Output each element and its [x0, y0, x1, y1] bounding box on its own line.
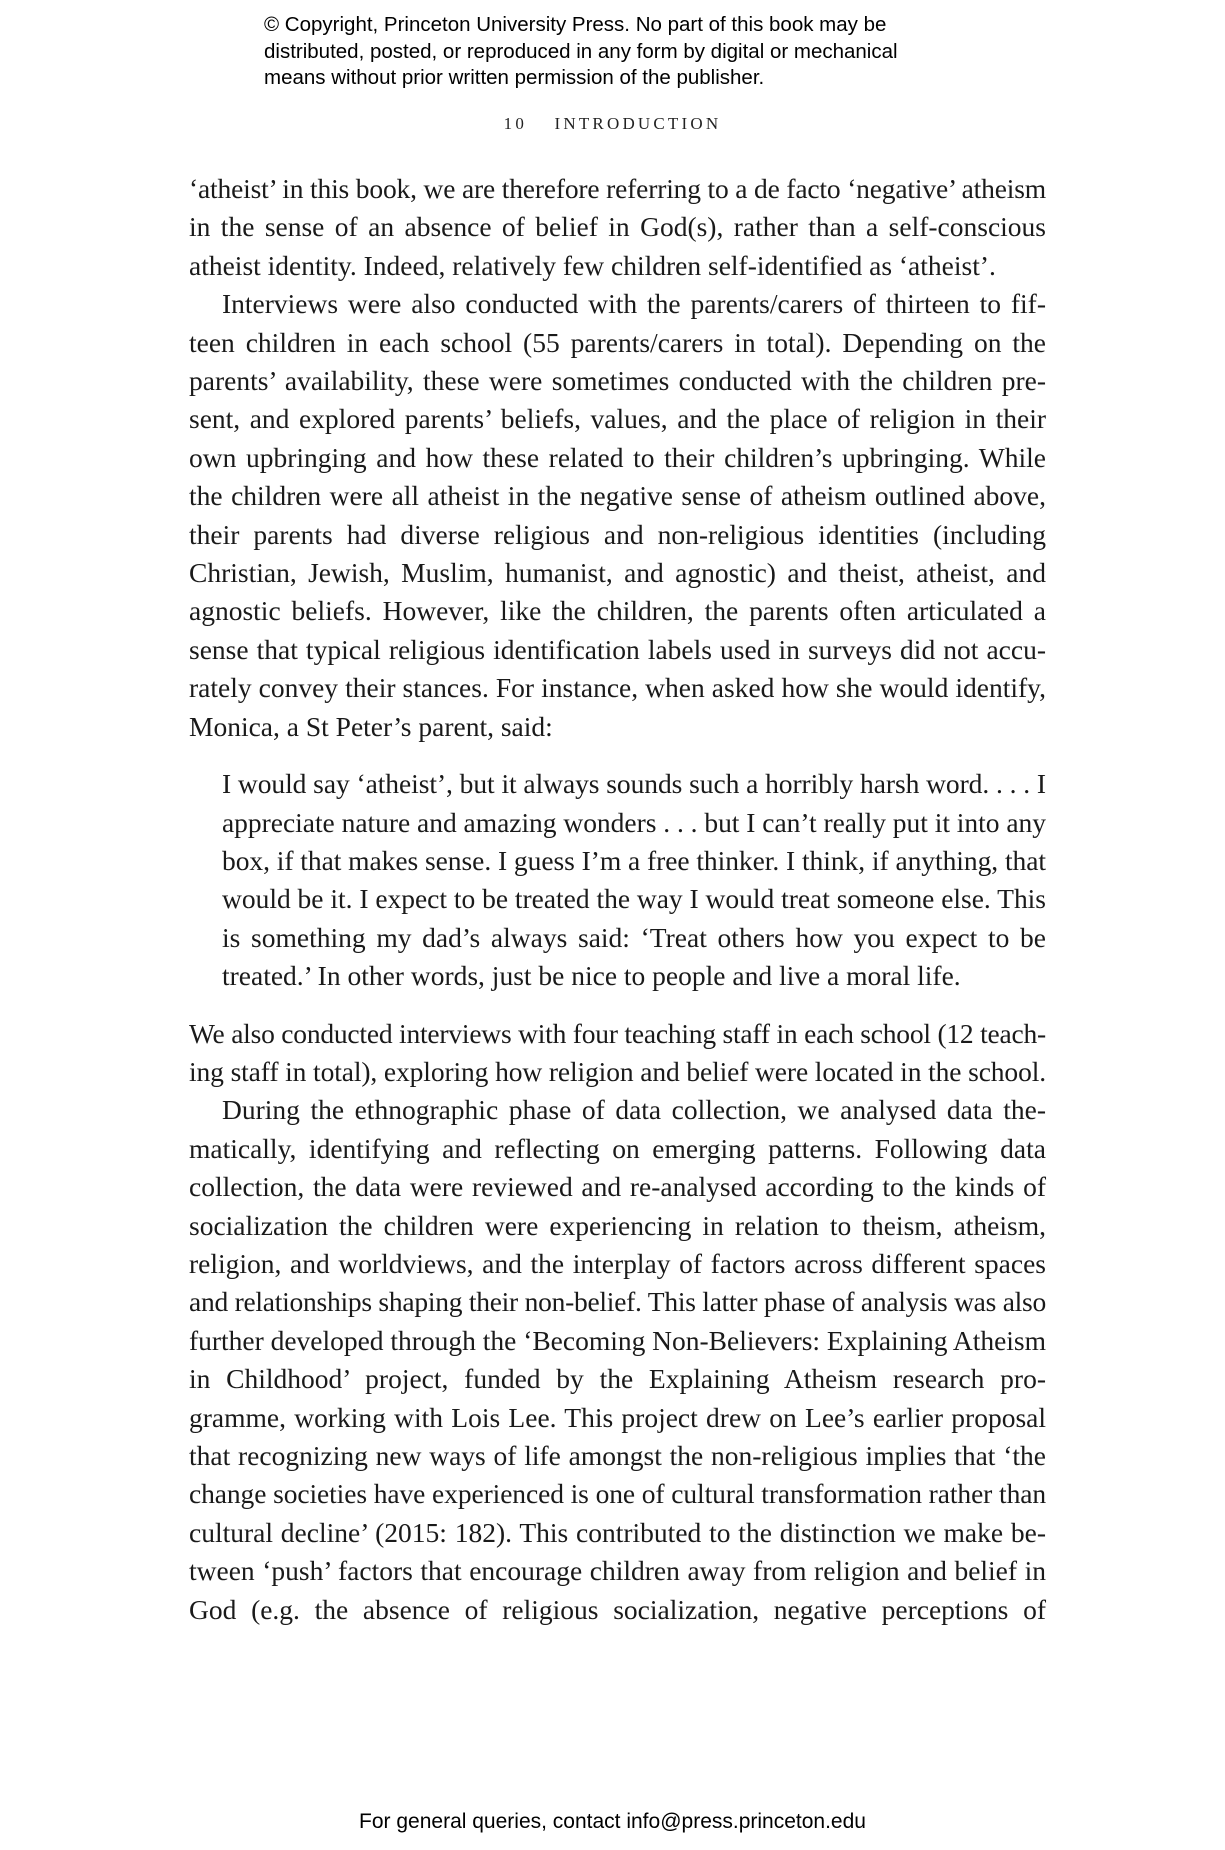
section-title: INTRODUCTION: [554, 114, 722, 133]
text-line: teen children in each school (55 parents/carers in total). Depending on the: [189, 326, 1046, 358]
copyright-line: means without prior written permission of the publisher.: [264, 66, 765, 89]
quote-line: treated.’ In other words, just be nice to people and live a moral life.: [222, 960, 961, 992]
text-line: Christian, Jewish, Muslim, humanist, and agnostic) and theist, atheist, and: [189, 557, 1046, 589]
quote-line: is something my dad’s always said: ‘Treat others how you expect to be: [222, 921, 1046, 953]
text-line: religion, and worldviews, and the interplay of factors across different spaces: [189, 1247, 1046, 1279]
running-head: [0, 114, 1225, 134]
body-text: [189, 170, 1046, 1629]
paragraph: [189, 1015, 1046, 1092]
text-line: their parents had diverse religious and non-religious identities (including: [189, 518, 1046, 550]
copyright-line: distributed, posted, or reproduced in any form by digital or mechanical: [264, 39, 898, 63]
text-line: ing staff in total), exploring how religion and belief were located in the school.: [189, 1055, 1046, 1087]
text-line: further developed through the ‘Becoming Non-Believers: Explaining Atheism: [189, 1324, 1046, 1356]
block-quote: [222, 765, 1046, 995]
text-line: own upbringing and how these related to their children’s upbringing. While: [189, 441, 1046, 473]
text-line: sent, and explored parents’ beliefs, values, and the place of religion in their: [189, 403, 1046, 435]
text-line: Interviews were also conducted with the parents/carers of thirteen to fif-: [222, 288, 1046, 320]
text-line: gramme, working with Lois Lee. This project drew on Lee’s earlier proposal: [189, 1401, 1046, 1433]
text-line: rately convey their stances. For instance, when asked how she would identify,: [189, 672, 1046, 704]
text-line: Monica, a St Peter’s parent, said:: [189, 710, 553, 742]
text-line: ‘atheist’ in this book, we are therefore referring to a de facto ‘negative’ atheism: [189, 173, 1046, 204]
text-line: socialization the children were experiencing in relation to theism, atheism,: [189, 1209, 1046, 1241]
text-line: parents’ availability, these were sometimes conducted with the children pre-: [189, 365, 1046, 397]
text-line: sense that typical religious identification labels used in surveys did not accu-: [189, 633, 1046, 665]
text-line: matically, identifying and reflecting on emerging patterns. Following data: [189, 1132, 1046, 1164]
text-line: agnostic beliefs. However, like the children, the parents often articulated a: [189, 595, 1046, 627]
text-line: During the ethnographic phase of data collection, we analysed data the-: [222, 1094, 1046, 1126]
text-line: and relationships shaping their non-belief. This latter phase of analysis was also: [189, 1286, 1046, 1318]
paragraph: [189, 170, 1046, 285]
text-line: change societies have experienced is one of cultural transformation rather than: [189, 1478, 1046, 1510]
paragraph: [189, 1091, 1046, 1629]
text-line: God (e.g. the absence of religious socialization, negative perceptions of: [189, 1593, 1046, 1625]
text-line: cultural decline’ (2015: 182). This contributed to the distinction we make be-: [189, 1516, 1046, 1548]
quote-line: I would say ‘atheist’, but it always sounds such a horribly harsh word. . . . I: [222, 768, 1046, 800]
text-line: in Childhood’ project, funded by the Explaining Atheism research pro-: [189, 1363, 1046, 1395]
text-line: that recognizing new ways of life amongst the non-religious implies that ‘the: [189, 1440, 1046, 1471]
text-line: in the sense of an absence of belief in God(s), rather than a self-conscious: [189, 211, 1046, 243]
copyright-line: © Copyright, Princeton University Press. No part of this book may be: [264, 13, 887, 36]
footer-contact: For general queries, contact info@press.princeton.edu: [359, 1810, 866, 1833]
text-line: collection, the data were reviewed and re-analysed according to the kinds of: [189, 1171, 1046, 1203]
text-line: We also conducted interviews with four teaching staff in each school (12 teach-: [189, 1017, 1046, 1049]
page-number: 10: [503, 114, 528, 133]
text-line: tween ‘push’ factors that encourage children away from religion and belief in: [189, 1555, 1046, 1587]
copyright-notice: [264, 12, 1024, 92]
text-line: the children were all atheist in the negative sense of atheism outlined above,: [189, 480, 1046, 512]
paragraph: [189, 285, 1046, 746]
quote-line: would be it. I expect to be treated the way I would treat someone else. This: [222, 883, 1047, 915]
quote-line: appreciate nature and amazing wonders . . . but I can’t really put it into any: [222, 806, 1046, 838]
quote-line: box, if that makes sense. I guess I’m a free thinker. I think, if anything, that: [222, 844, 1046, 876]
text-line: atheist identity. Indeed, relatively few children self-identified as ‘atheist’.: [189, 249, 996, 281]
